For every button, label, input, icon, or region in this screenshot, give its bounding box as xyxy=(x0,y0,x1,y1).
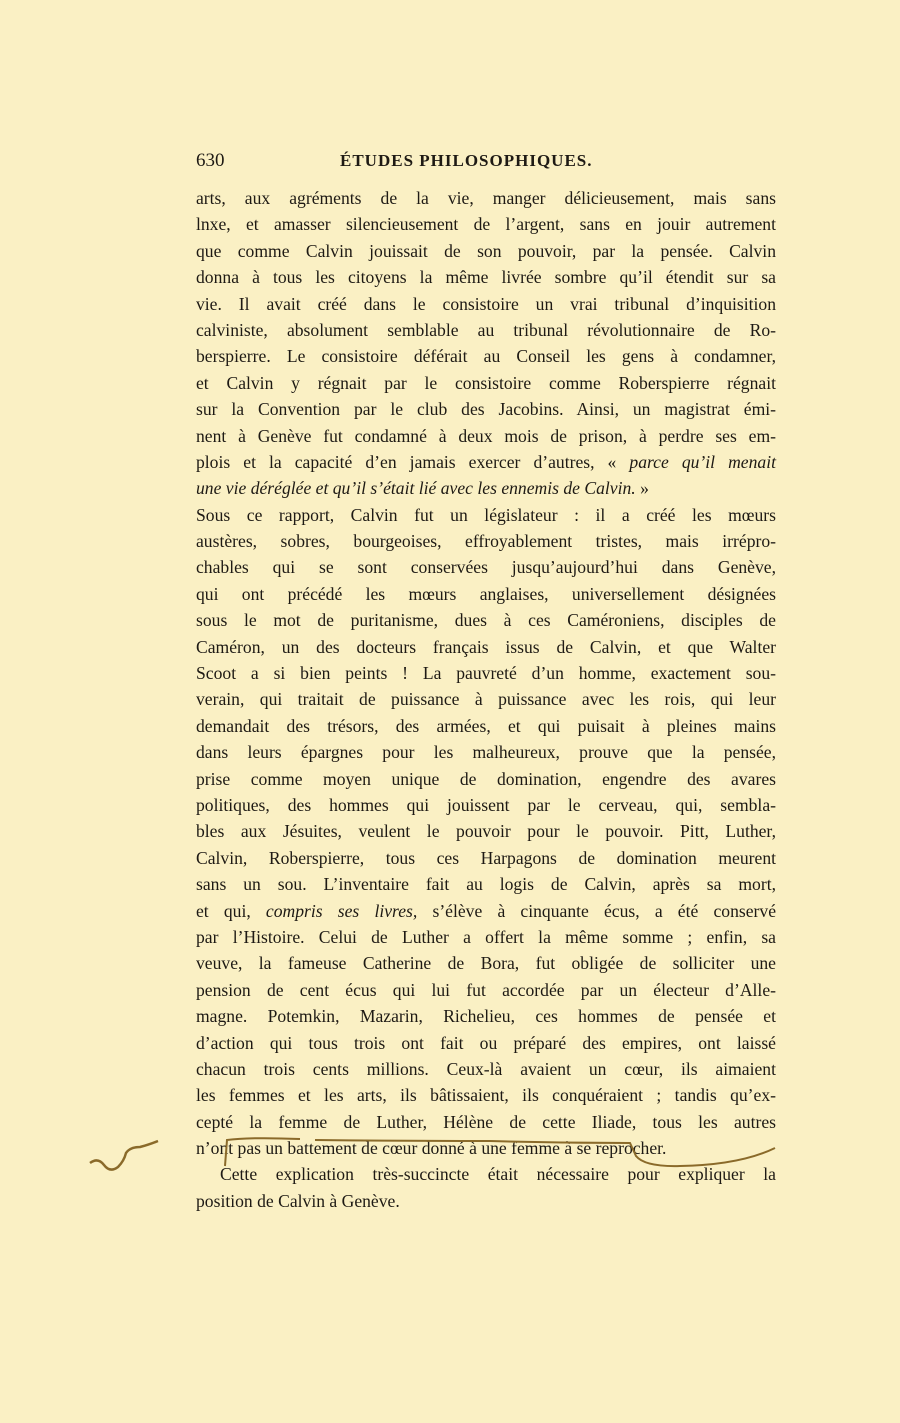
text-segment: plois et la capacité d’en jamais exercer d’autres, « xyxy=(196,451,630,472)
text-line xyxy=(196,713,776,739)
text-line xyxy=(196,898,776,924)
text-line xyxy=(196,739,776,765)
text-line xyxy=(196,502,776,528)
text-line xyxy=(196,871,776,897)
text-line xyxy=(196,475,776,501)
text-segment: les femmes et les arts, ils bâtissaient, ils conquéraient ; tandis qu’ex- xyxy=(196,1085,776,1106)
text-segment: Calvin, Roberspierre, tous ces Harpagons de domination meurent xyxy=(196,847,776,868)
text-segment: d’action qui tous trois ont fait ou préparé des empires, ont laissé xyxy=(196,1032,776,1053)
text-segment: par l’Histoire. Celui de Luther a offert la même somme ; enfin, sa xyxy=(196,926,776,947)
text-line xyxy=(196,370,776,396)
text-segment: Caméron, un des docteurs français issus de Calvin, et que Walter xyxy=(196,636,776,657)
text-line xyxy=(196,449,776,475)
text-segment: magne. Potemkin, Mazarin, Richelieu, ces hommes de pensée et xyxy=(196,1006,776,1027)
body-text xyxy=(196,185,776,1214)
text-segment: politiques, des hommes qui jouissent par le cerveau, qui, sembla- xyxy=(196,794,776,815)
text-segment: donna à tous les citoyens la même livrée sombre qu’il étendit sur sa xyxy=(196,267,776,288)
text-line xyxy=(196,1030,776,1056)
text-segment: sur la Convention par le club des Jacobins. Ainsi, un magistrat émi- xyxy=(196,399,776,420)
text-segment: et Calvin y régnait par le consistoire comme Roberspierre régnait xyxy=(196,372,776,393)
text-line xyxy=(196,660,776,686)
text-line xyxy=(196,1082,776,1108)
text-line xyxy=(196,554,776,580)
text-segment: lnxe, et amasser silencieusement de l’argent, sans en jouir autrement xyxy=(196,214,776,235)
text-segment: qui ont précédé les mœurs anglaises, universellement désignées xyxy=(196,583,776,604)
text-segment: arts, aux agréments de la vie, manger délicieusement, mais sans xyxy=(196,188,776,208)
text-line xyxy=(196,818,776,844)
text-line xyxy=(196,211,776,237)
text-line xyxy=(196,792,776,818)
text-line xyxy=(196,950,776,976)
text-segment: berspierre. Le consistoire déférait au Conseil les gens à condamner, xyxy=(196,346,776,367)
text-segment: sous le mot de puritanisme, dues à ces Caméroniens, disciples de xyxy=(196,610,776,631)
text-segment: austères, sobres, bourgeoises, effroyablement tristes, mais irrépro- xyxy=(196,531,776,552)
text-line xyxy=(196,1135,776,1161)
text-line xyxy=(196,317,776,343)
text-line xyxy=(196,396,776,422)
text-segment: verain, qui traitait de puissance à puissance avec les rois, qui leur xyxy=(196,689,776,710)
text-line xyxy=(196,238,776,264)
text-line xyxy=(196,607,776,633)
text-line xyxy=(196,924,776,950)
text-line xyxy=(196,977,776,1003)
text-segment: Sous ce rapport, Calvin fut un législateur : il a créé les mœurs xyxy=(196,504,776,525)
text-line xyxy=(196,264,776,290)
text-segment: bles aux Jésuites, veulent le pouvoir pour le pouvoir. Pitt, Luther, xyxy=(196,821,776,842)
text-segment: Scoot a si bien peints ! La pauvreté d’un homme, exactement sou- xyxy=(196,663,776,684)
text-segment: chables qui se sont conservées jusqu’aujourd’hui dans Genève, xyxy=(196,557,776,578)
text-line xyxy=(196,1003,776,1029)
text-line xyxy=(196,1161,776,1187)
text-segment: veuve, la fameuse Catherine de Bora, fut obligée de solliciter une xyxy=(196,953,776,974)
italic-text: compris ses livres, xyxy=(265,900,418,921)
text-line xyxy=(196,343,776,369)
text-line xyxy=(196,291,776,317)
italic-text: une vie déréglée et qu’il s’était lié avec les ennemis de Calvin. xyxy=(196,478,636,499)
text-segment: chacun trois cents millions. Ceux-là avaient un cœur, ils aimaient xyxy=(196,1058,776,1079)
text-segment: sans un sou. L’inventaire fait au logis de Calvin, après sa mort, xyxy=(196,874,776,895)
text-line xyxy=(196,845,776,871)
margin-squiggle-mark xyxy=(90,1141,158,1170)
text-line xyxy=(196,686,776,712)
text-line xyxy=(196,1056,776,1082)
text-segment: et qui, xyxy=(196,900,266,921)
text-segment: que comme Calvin jouissait de son pouvoir, par la pensée. Calvin xyxy=(196,240,776,261)
text-segment: prise comme moyen unique de domination, engendre des avares xyxy=(196,768,776,789)
text-segment: » xyxy=(635,478,649,499)
text-segment: cepté la femme de Luther, Hélène de cette Iliade, tous les autres xyxy=(196,1111,776,1132)
text-line xyxy=(196,634,776,660)
italic-text: parce qu’il menait xyxy=(629,451,776,472)
text-segment: dans leurs épargnes pour les malheureux, prouve que la pensée, xyxy=(196,742,776,763)
text-segment: n’ont pas un battement de cœur donné à une femme à se reprocher. xyxy=(196,1138,667,1159)
text-segment: pension de cent écus qui lui fut accordée par un électeur d’Alle- xyxy=(196,979,776,1000)
text-segment: s’élève à cinquante écus, a été conservé xyxy=(417,900,777,921)
text-line xyxy=(196,423,776,449)
running-title: ÉTUDES PHILOSOPHIQUES. xyxy=(340,151,593,170)
text-line xyxy=(196,581,776,607)
text-line xyxy=(196,185,776,211)
text-line xyxy=(196,528,776,554)
text-line xyxy=(196,766,776,792)
text-segment: vie. Il avait créé dans le consistoire un vrai tribunal d’inquisition xyxy=(196,293,776,314)
text-segment: demandait des trésors, des armées, et qui puisait à pleines mains xyxy=(196,715,776,736)
text-segment: Cette explication très-succincte était nécessaire pour expliquer la xyxy=(220,1164,776,1185)
text-line xyxy=(196,1109,776,1135)
text-segment: nent à Genève fut condamné à deux mois de prison, à perdre ses em- xyxy=(196,425,776,446)
text-line xyxy=(196,1188,776,1214)
text-segment: position de Calvin à Genève. xyxy=(196,1190,400,1211)
text-segment: calviniste, absolument semblable au tribunal révolutionnaire de Ro- xyxy=(196,319,776,340)
page-number: 630 xyxy=(196,150,225,171)
